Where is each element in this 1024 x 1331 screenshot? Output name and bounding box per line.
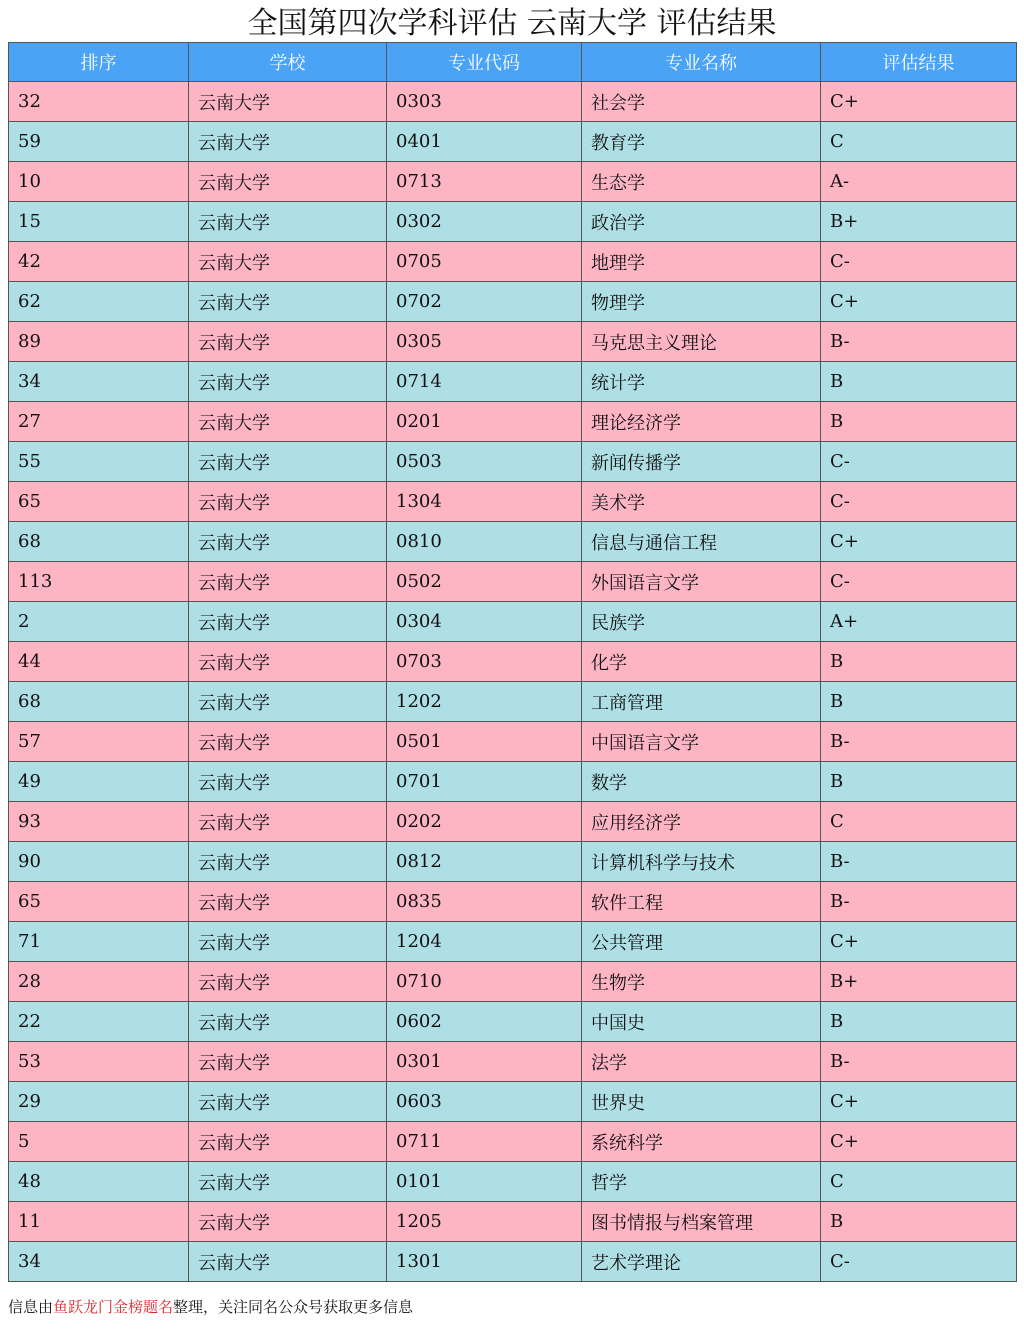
table-row: [9, 82, 1017, 122]
table-row: [9, 802, 1017, 842]
cell-major-name: 中国史: [582, 1002, 821, 1042]
table-header-row: [9, 43, 1017, 82]
cell-rank: 2: [9, 602, 189, 642]
cell-major-code: 0101: [387, 1162, 582, 1202]
cell-major-code: 0714: [387, 362, 582, 402]
cell-major-name: 地理学: [582, 242, 821, 282]
cell-major-code: 1205: [387, 1202, 582, 1242]
cell-result: C: [821, 802, 1017, 842]
cell-school: 云南大学: [189, 842, 387, 882]
cell-school: 云南大学: [189, 82, 387, 122]
cell-result: B+: [821, 202, 1017, 242]
cell-school: 云南大学: [189, 922, 387, 962]
cell-school: 云南大学: [189, 282, 387, 322]
cell-major-code: 1301: [387, 1242, 582, 1282]
evaluation-table: [8, 42, 1017, 1282]
table-row: [9, 1002, 1017, 1042]
cell-rank: 71: [9, 922, 189, 962]
cell-rank: 48: [9, 1162, 189, 1202]
cell-school: 云南大学: [189, 202, 387, 242]
table-row: [9, 1082, 1017, 1122]
cell-school: 云南大学: [189, 1242, 387, 1282]
cell-rank: 93: [9, 802, 189, 842]
cell-major-name: 外国语言文学: [582, 562, 821, 602]
cell-major-code: 0304: [387, 602, 582, 642]
table-row: [9, 842, 1017, 882]
cell-school: 云南大学: [189, 482, 387, 522]
cell-result: B: [821, 402, 1017, 442]
table-row: [9, 242, 1017, 282]
cell-result: B-: [821, 842, 1017, 882]
table-row: [9, 922, 1017, 962]
cell-result: C: [821, 122, 1017, 162]
cell-school: 云南大学: [189, 762, 387, 802]
cell-major-code: 0503: [387, 442, 582, 482]
cell-major-code: 0810: [387, 522, 582, 562]
cell-major-code: 0303: [387, 82, 582, 122]
cell-major-name: 哲学: [582, 1162, 821, 1202]
cell-major-name: 社会学: [582, 82, 821, 122]
table-row: [9, 362, 1017, 402]
cell-result: B-: [821, 722, 1017, 762]
cell-result: B-: [821, 1042, 1017, 1082]
cell-rank: 10: [9, 162, 189, 202]
cell-major-name: 世界史: [582, 1082, 821, 1122]
cell-rank: 29: [9, 1082, 189, 1122]
footer-note: [8, 1296, 413, 1317]
cell-rank: 42: [9, 242, 189, 282]
cell-school: 云南大学: [189, 682, 387, 722]
cell-result: C-: [821, 482, 1017, 522]
cell-rank: 68: [9, 682, 189, 722]
cell-major-name: 图书情报与档案管理: [582, 1202, 821, 1242]
cell-school: 云南大学: [189, 602, 387, 642]
table-row: [9, 1202, 1017, 1242]
cell-major-code: 0305: [387, 322, 582, 362]
cell-rank: 34: [9, 1242, 189, 1282]
cell-school: 云南大学: [189, 242, 387, 282]
cell-school: 云南大学: [189, 522, 387, 562]
table-row: [9, 602, 1017, 642]
cell-major-name: 法学: [582, 1042, 821, 1082]
table-row: [9, 682, 1017, 722]
cell-major-code: 0703: [387, 642, 582, 682]
cell-school: 云南大学: [189, 722, 387, 762]
cell-major-name: 艺术学理论: [582, 1242, 821, 1282]
cell-major-name: 教育学: [582, 122, 821, 162]
cell-major-name: 民族学: [582, 602, 821, 642]
cell-result: C-: [821, 442, 1017, 482]
cell-major-code: 0501: [387, 722, 582, 762]
cell-rank: 28: [9, 962, 189, 1002]
cell-result: C-: [821, 1242, 1017, 1282]
cell-major-name: 化学: [582, 642, 821, 682]
cell-result: B: [821, 1202, 1017, 1242]
cell-major-code: 1202: [387, 682, 582, 722]
cell-major-name: 生物学: [582, 962, 821, 1002]
table-row: [9, 162, 1017, 202]
cell-rank: 65: [9, 482, 189, 522]
table-row: [9, 1242, 1017, 1282]
table-row: [9, 562, 1017, 602]
cell-major-name: 新闻传播学: [582, 442, 821, 482]
cell-major-code: 0705: [387, 242, 582, 282]
page-title: 全国第四次学科评估 云南大学 评估结果: [247, 6, 777, 41]
cell-school: 云南大学: [189, 1042, 387, 1082]
cell-result: C+: [821, 922, 1017, 962]
cell-major-name: 工商管理: [582, 682, 821, 722]
cell-result: C-: [821, 562, 1017, 602]
cell-result: B-: [821, 882, 1017, 922]
cell-major-name: 物理学: [582, 282, 821, 322]
cell-major-name: 理论经济学: [582, 402, 821, 442]
cell-result: C+: [821, 522, 1017, 562]
cell-result: C+: [821, 1122, 1017, 1162]
cell-school: 云南大学: [189, 162, 387, 202]
cell-major-code: 0812: [387, 842, 582, 882]
cell-major-code: 0702: [387, 282, 582, 322]
column-header-result: 评估结果: [821, 43, 1017, 82]
footer-source-name: 鱼跃龙门金榜题名: [53, 1298, 174, 1316]
column-header-school: 学校: [189, 43, 387, 82]
table-row: [9, 762, 1017, 802]
cell-major-code: 0201: [387, 402, 582, 442]
column-header-major-code: 专业代码: [387, 43, 582, 82]
cell-rank: 27: [9, 402, 189, 442]
cell-school: 云南大学: [189, 1122, 387, 1162]
cell-rank: 90: [9, 842, 189, 882]
cell-result: C+: [821, 82, 1017, 122]
cell-result: C-: [821, 242, 1017, 282]
cell-rank: 89: [9, 322, 189, 362]
column-header-rank: 排序: [9, 43, 189, 82]
cell-result: A-: [821, 162, 1017, 202]
cell-major-name: 美术学: [582, 482, 821, 522]
cell-major-name: 系统科学: [582, 1122, 821, 1162]
footer-suffix: 整理，关注同名公众号获取更多信息: [173, 1298, 414, 1316]
cell-school: 云南大学: [189, 322, 387, 362]
table-row: [9, 1122, 1017, 1162]
cell-school: 云南大学: [189, 442, 387, 482]
cell-rank: 59: [9, 122, 189, 162]
cell-major-code: 0603: [387, 1082, 582, 1122]
cell-rank: 15: [9, 202, 189, 242]
table-row: [9, 522, 1017, 562]
table-row: [9, 442, 1017, 482]
table-row: [9, 202, 1017, 242]
cell-major-code: 0602: [387, 1002, 582, 1042]
cell-rank: 44: [9, 642, 189, 682]
cell-result: B: [821, 762, 1017, 802]
cell-major-code: 0835: [387, 882, 582, 922]
cell-major-name: 软件工程: [582, 882, 821, 922]
cell-result: B: [821, 362, 1017, 402]
cell-major-code: 0710: [387, 962, 582, 1002]
cell-school: 云南大学: [189, 802, 387, 842]
table-row: [9, 122, 1017, 162]
cell-result: C+: [821, 1082, 1017, 1122]
cell-major-name: 政治学: [582, 202, 821, 242]
cell-major-code: 0711: [387, 1122, 582, 1162]
column-header-major-name: 专业名称: [582, 43, 821, 82]
cell-major-name: 信息与通信工程: [582, 522, 821, 562]
cell-rank: 65: [9, 882, 189, 922]
cell-school: 云南大学: [189, 642, 387, 682]
cell-rank: 5: [9, 1122, 189, 1162]
cell-school: 云南大学: [189, 402, 387, 442]
table-row: [9, 1042, 1017, 1082]
cell-result: B: [821, 642, 1017, 682]
cell-rank: 53: [9, 1042, 189, 1082]
cell-major-code: 0401: [387, 122, 582, 162]
cell-school: 云南大学: [189, 562, 387, 602]
cell-major-name: 统计学: [582, 362, 821, 402]
table-row: [9, 722, 1017, 762]
cell-school: 云南大学: [189, 1082, 387, 1122]
cell-school: 云南大学: [189, 882, 387, 922]
cell-school: 云南大学: [189, 1202, 387, 1242]
cell-school: 云南大学: [189, 1002, 387, 1042]
cell-school: 云南大学: [189, 962, 387, 1002]
table-row: [9, 642, 1017, 682]
cell-result: A+: [821, 602, 1017, 642]
cell-rank: 113: [9, 562, 189, 602]
cell-major-code: 0302: [387, 202, 582, 242]
cell-major-name: 马克思主义理论: [582, 322, 821, 362]
cell-rank: 57: [9, 722, 189, 762]
cell-major-name: 公共管理: [582, 922, 821, 962]
cell-major-code: 1304: [387, 482, 582, 522]
cell-result: B+: [821, 962, 1017, 1002]
table-body: [9, 82, 1017, 1282]
table-row: [9, 1162, 1017, 1202]
cell-rank: 49: [9, 762, 189, 802]
cell-major-name: 数学: [582, 762, 821, 802]
cell-major-name: 应用经济学: [582, 802, 821, 842]
table-row: [9, 282, 1017, 322]
cell-rank: 62: [9, 282, 189, 322]
cell-rank: 68: [9, 522, 189, 562]
cell-result: B: [821, 1002, 1017, 1042]
cell-rank: 34: [9, 362, 189, 402]
table-row: [9, 402, 1017, 442]
cell-major-name: 计算机科学与技术: [582, 842, 821, 882]
cell-major-name: 生态学: [582, 162, 821, 202]
cell-rank: 32: [9, 82, 189, 122]
cell-rank: 55: [9, 442, 189, 482]
cell-school: 云南大学: [189, 122, 387, 162]
table-row: [9, 482, 1017, 522]
cell-result: C+: [821, 282, 1017, 322]
footer-prefix: 信息由: [8, 1298, 54, 1316]
table-row: [9, 962, 1017, 1002]
cell-major-code: 0713: [387, 162, 582, 202]
cell-major-code: 0701: [387, 762, 582, 802]
cell-school: 云南大学: [189, 362, 387, 402]
cell-major-code: 0502: [387, 562, 582, 602]
cell-major-name: 中国语言文学: [582, 722, 821, 762]
cell-major-code: 0202: [387, 802, 582, 842]
table-row: [9, 322, 1017, 362]
cell-result: B-: [821, 322, 1017, 362]
cell-result: B: [821, 682, 1017, 722]
cell-major-code: 1204: [387, 922, 582, 962]
cell-rank: 22: [9, 1002, 189, 1042]
cell-rank: 11: [9, 1202, 189, 1242]
cell-result: C: [821, 1162, 1017, 1202]
table-row: [9, 882, 1017, 922]
cell-school: 云南大学: [189, 1162, 387, 1202]
cell-major-code: 0301: [387, 1042, 582, 1082]
